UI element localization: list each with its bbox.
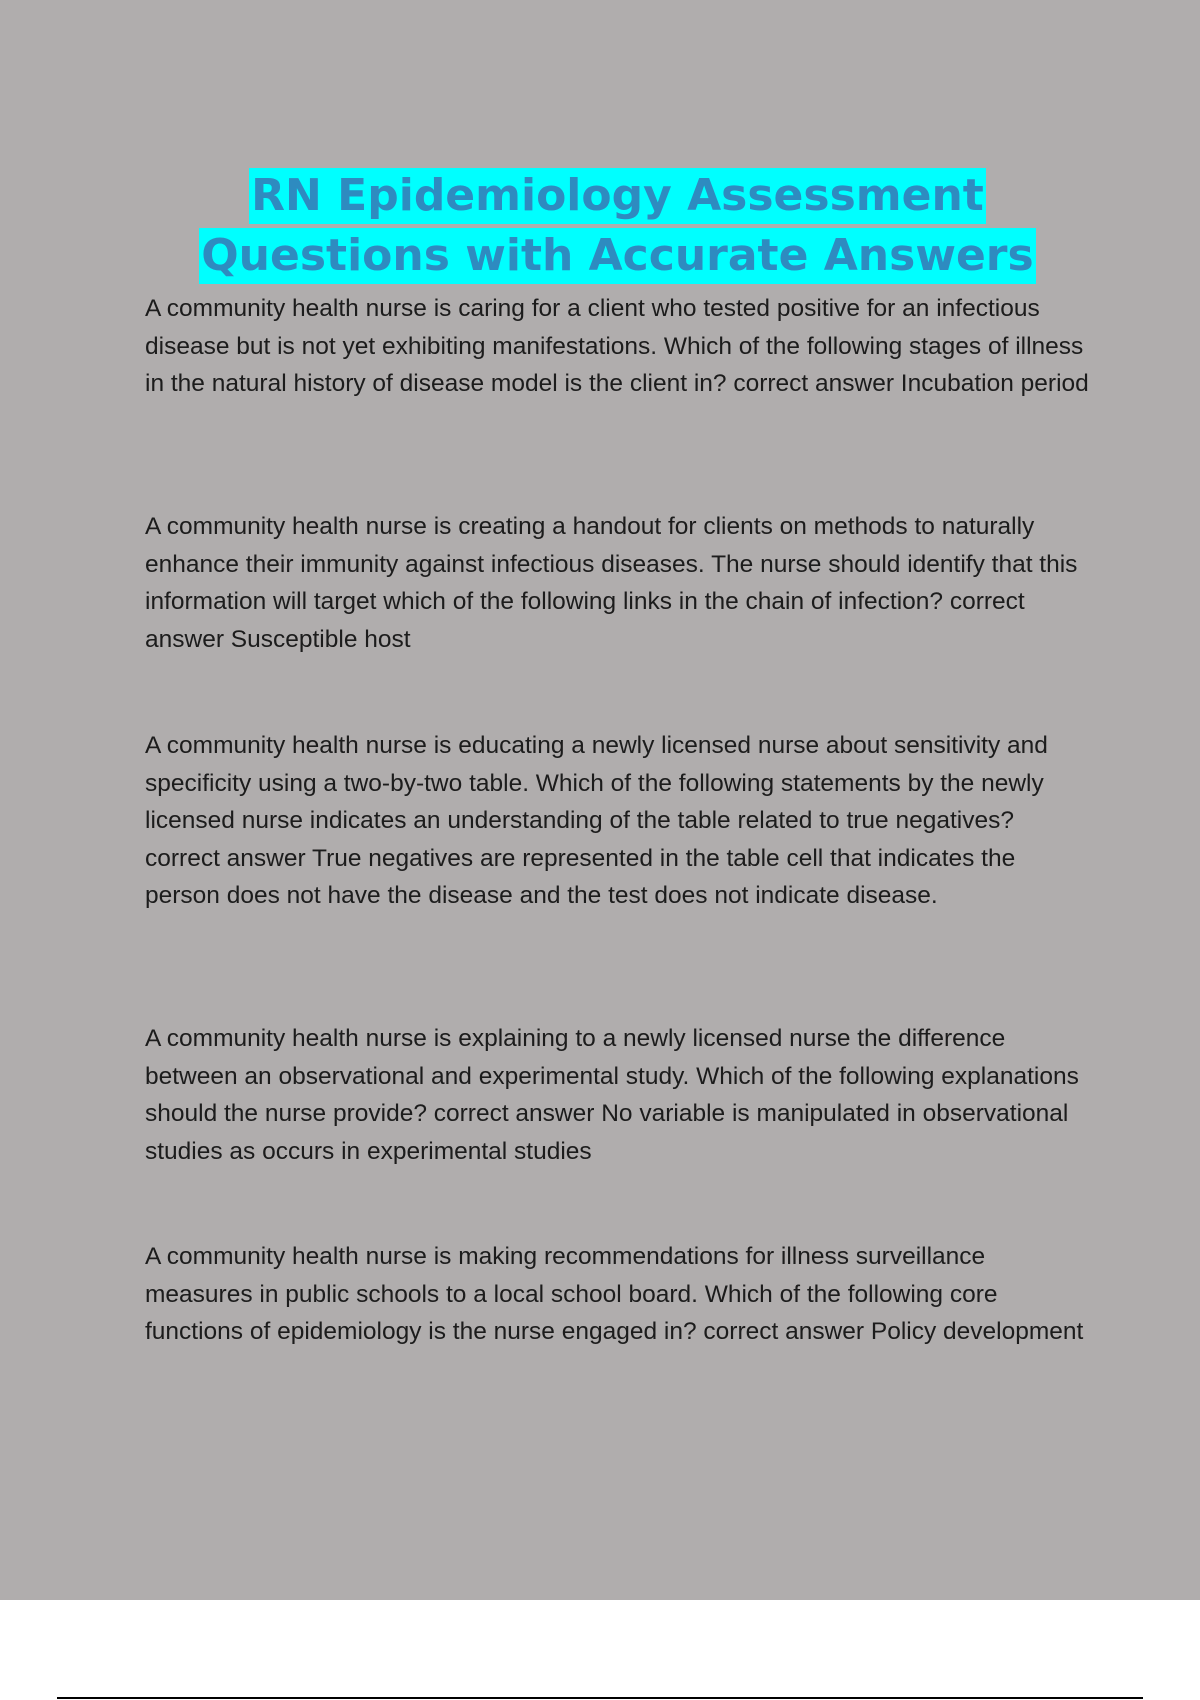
title-line-2: Questions with Accurate Answers — [199, 228, 1035, 284]
question-answer-5: A community health nurse is making recommendations for illness surveillance measures in public schools to a local school board. Which of the following core functions of epidemiology is the nurse engaged in? correct answer Policy development — [145, 1243, 1084, 1345]
question-answer-2: A community health nurse is creating a handout for clients on methods to naturally enhance their immunity against infectious diseases. The nurse should identify that this information will target which of the following links in the chain of infection? correct answer Susceptible host — [145, 513, 1078, 653]
document-title — [0, 168, 1200, 288]
question-answer-4: A community health nurse is explaining to a newly licensed nurse the difference between an observational and experimental study. Which of the following explanations should the nurse provide? correct answer No variable is manipulated in observational studies as occurs in experimental studies — [145, 1025, 1079, 1165]
title-line-1: RN Epidemiology Assessment — [249, 168, 986, 224]
footer-divider — [57, 1697, 1143, 1699]
question-answer-1: A community health nurse is caring for a client who tested positive for an infectious disease but is not yet exhibiting manifestations. Which of the following stages of illness in the natural history of disease model is the client in? correct answer Incubation period — [145, 295, 1089, 397]
question-answer-3: A community health nurse is educating a newly licensed nurse about sensitivity and specificity using a two-by-two table. Which of the following statements by the newly licensed nurse indicates an understanding of the table related to true negatives? correct answer True negatives are represented in the table cell that indicates the person does not have the disease and the test does not indicate disease. — [145, 732, 1048, 909]
